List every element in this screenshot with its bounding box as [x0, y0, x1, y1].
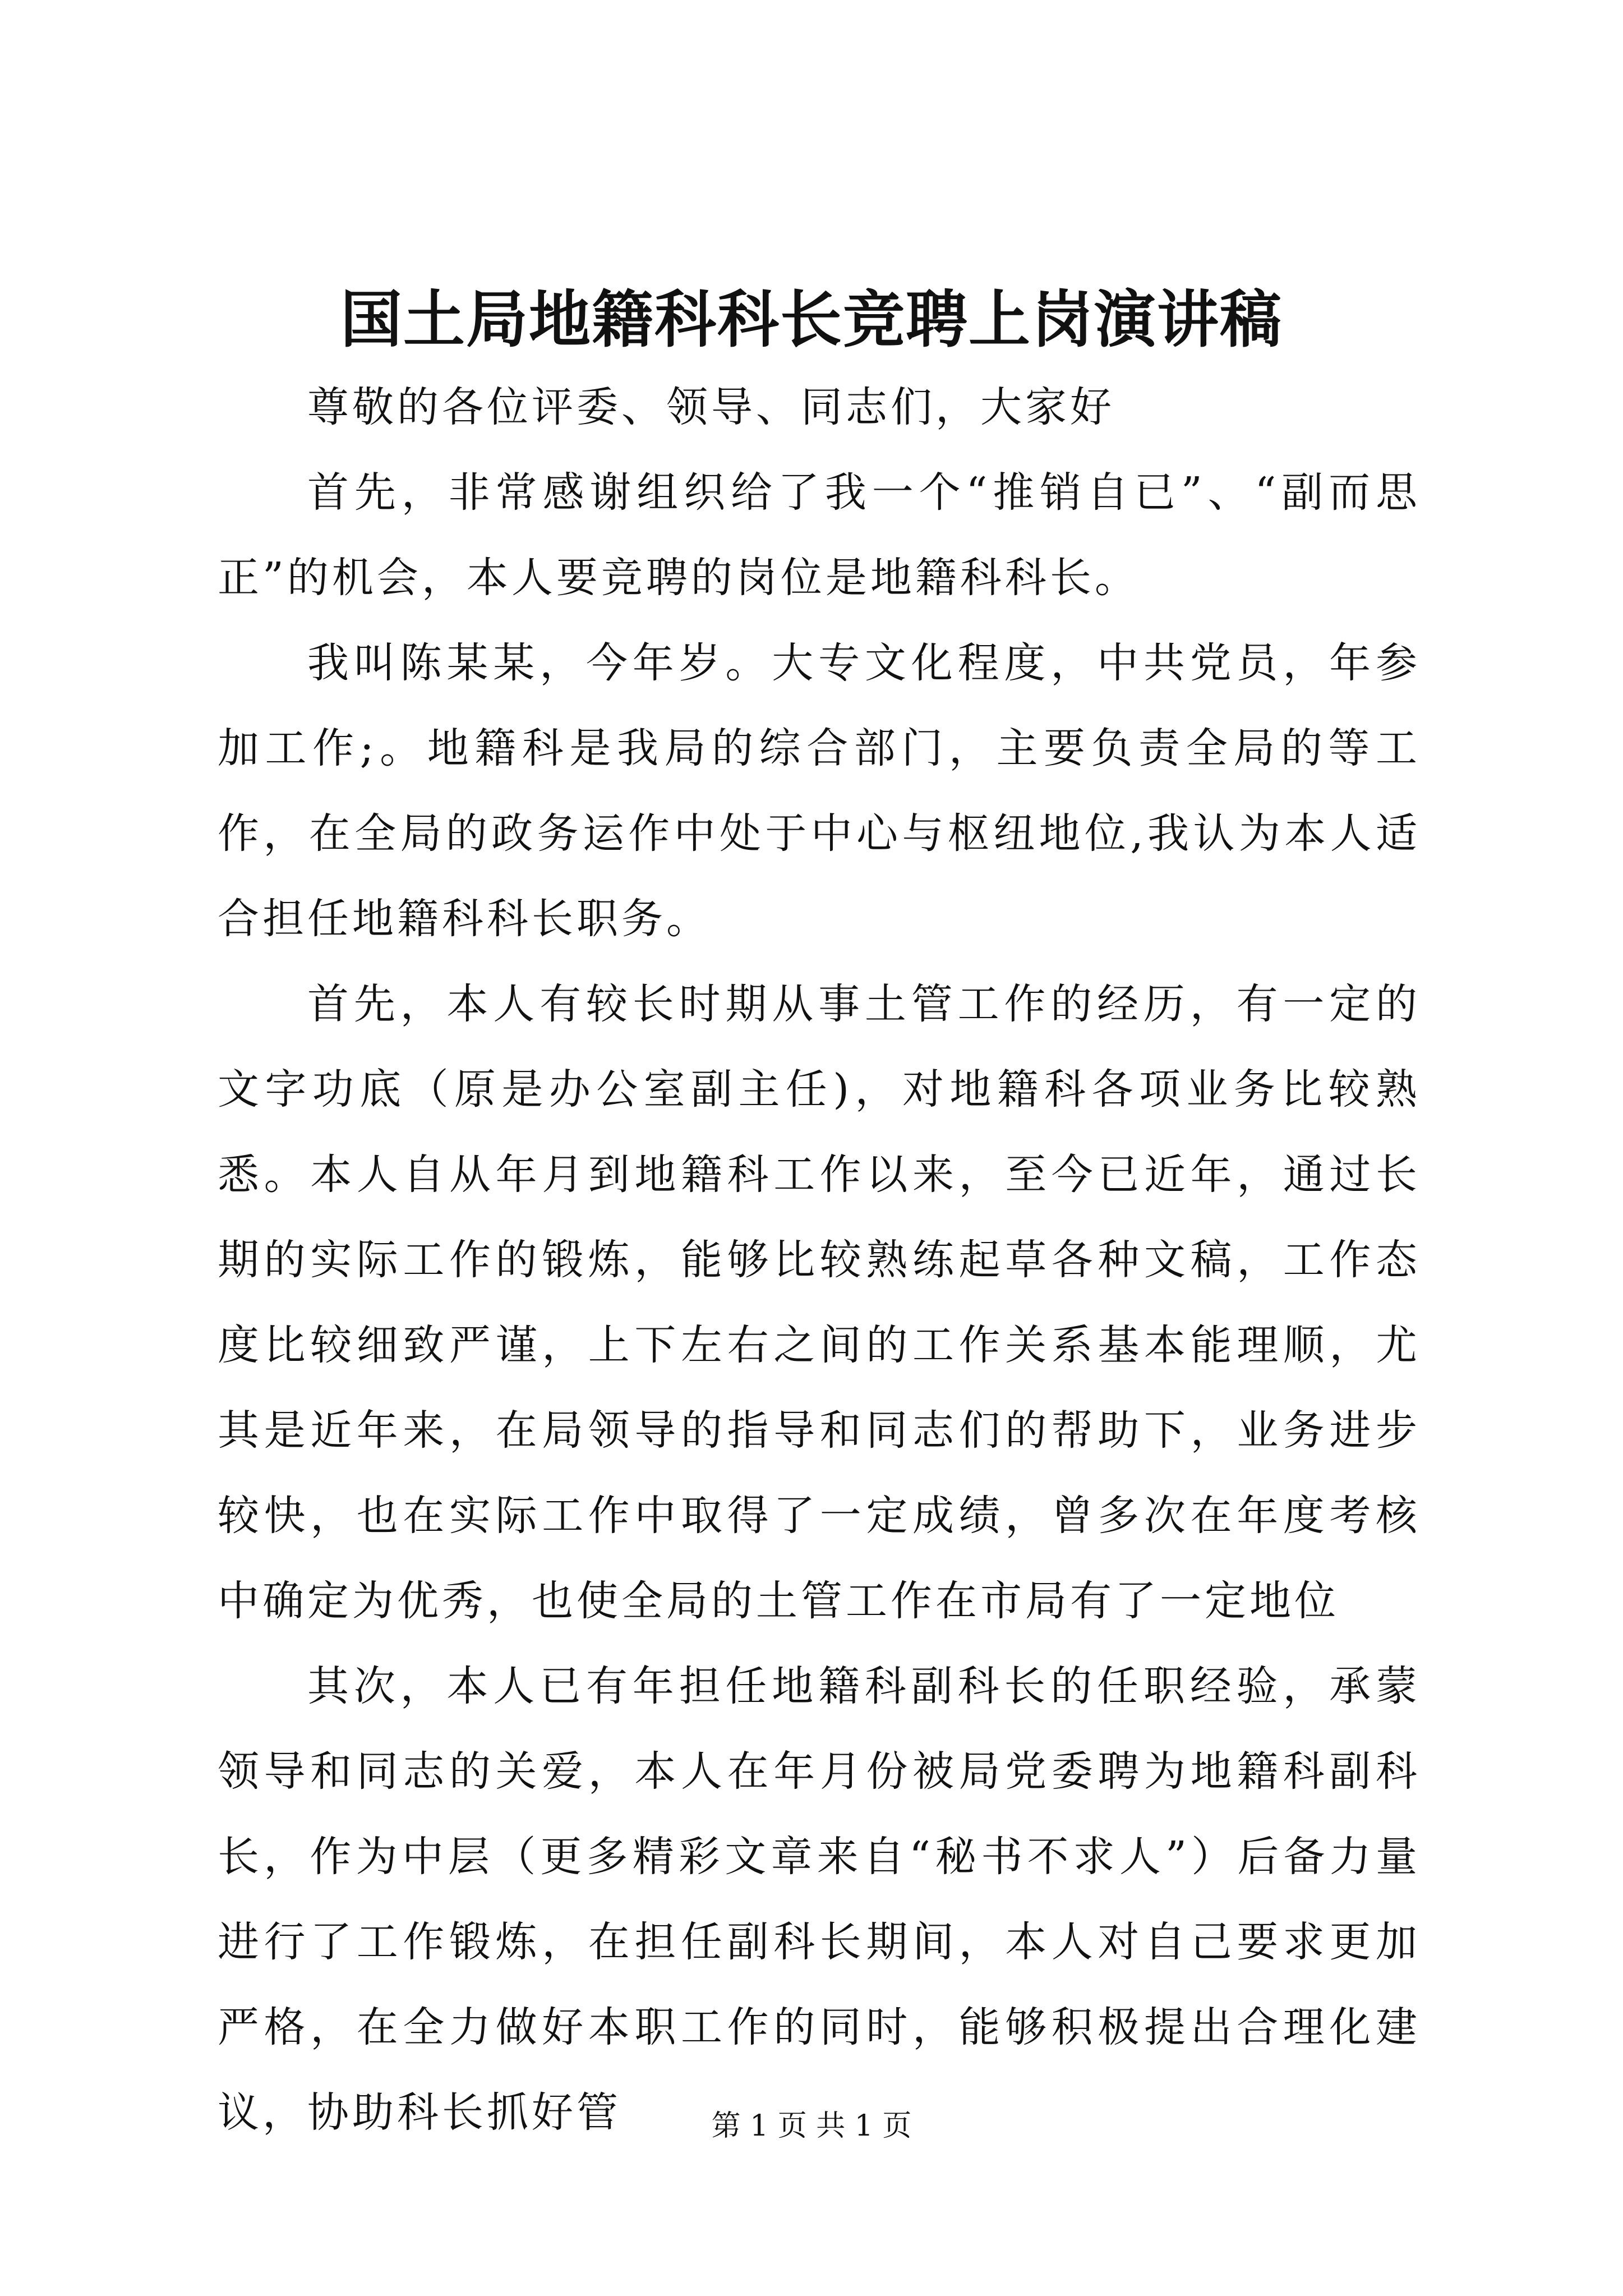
paragraph-second-reason: 其次，本人已有年担任地籍科副科长的任职经验，承蒙领导和同志的关爱，本人在年月份被局党委聘为地籍科副科长，作为中层（更多精彩文章来自“秘书不求人”）后备力量进行了工作锻炼，在担任副科长期间，本人对自己要求更加严格，在全力做好本职工作的同时，能够积极提出合理化建议，协助科长抓好管	[218, 1662, 1421, 2137]
page-number-footer: 第 1 页 共 1 页	[711, 2109, 912, 2143]
document-body	[218, 365, 1421, 2155]
paragraph-self-introduction: 我叫陈某某，今年岁。大专文化程度，中共党员，年参加工作;。地籍科是我局的综合部门，主要负责全局的等工作，在全局的政务运作中处于中心与枢纽地位,我认为本人适合担任地籍科科长职务。	[218, 639, 1421, 943]
paragraph-intro: 首先，非常感谢组织给了我一个“推销自已”、“副而思正”的机会，本人要竞聘的岗位是地籍科科长。	[218, 468, 1421, 602]
document-title: 国土局地籍科科长竞聘上岗演讲稿	[340, 283, 1283, 356]
paragraph-first-reason: 首先，本人有较长时期从事土管工作的经历，有一定的文字功底（原是办公室副主任)，对地籍科各项业务比较熟悉。本人自从年月到地籍科工作以来，至今已近年，通过长期的实际工作的锻炼，能够比较熟练起草各种文稿，工作态度比较细致严谨，上下左右之间的工作关系基本能理顺，尤其是近年来，在局领导的指导和同志们的帮助下，业务进步较快，也在实际工作中取得了一定成绩，曾多次在年度考核中确定为优秀，也使全局的土管工作在市局有了一定地位	[218, 980, 1421, 1625]
paragraph-greeting: 尊敬的各位评委、领导、同志们，大家好	[307, 383, 1115, 431]
